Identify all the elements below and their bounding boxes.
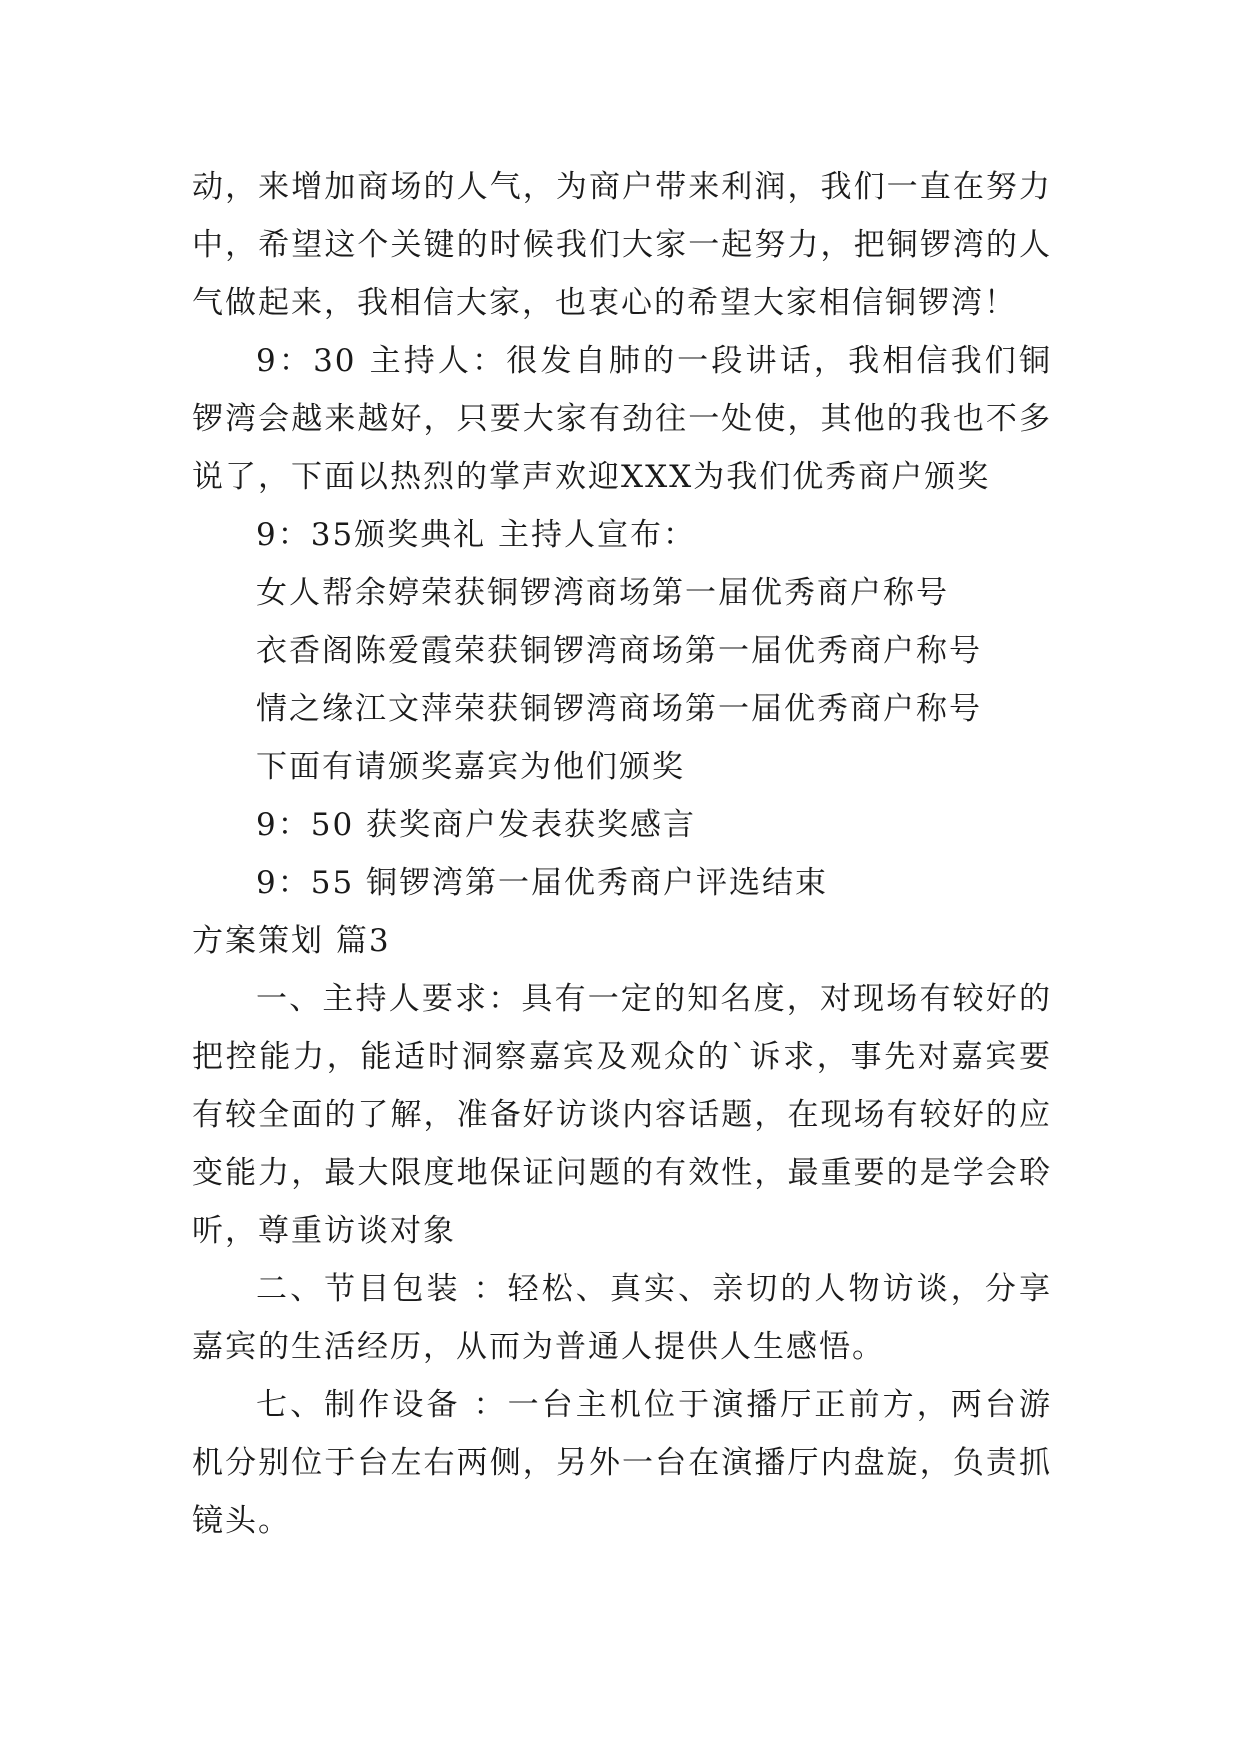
schedule-line-955: 9：55 铜锣湾第一届优秀商户评选结束 [256, 865, 829, 901]
schedule-line-950: 9：50 获奖商户发表获奖感言 [256, 807, 697, 843]
award-line-1: 女人帮余婷荣获铜锣湾商场第一届优秀商户称号 [256, 575, 949, 611]
award-presenter-line: 下面有请颁奖嘉宾为他们颁奖 [256, 749, 685, 785]
award-line-3: 情之缘江文萍荣获铜锣湾商场第一届优秀商户称号 [256, 691, 982, 727]
paragraph-host-requirements: 一、主持人要求：具有一定的知名度，对现场有较好的把控能力，能适时洞察嘉宾及观众的`诉求，事先对嘉宾要有较全面的了解，准备好访谈内容话题，在现场有较好的应变能力，最大限度地保证问题的有效性，最重要的是学会聆听，尊重访谈对象 [192, 981, 1052, 1249]
paragraph-award-ceremony: 9：35颁奖典礼 主持人宣布： [256, 517, 697, 553]
paragraph-host-speech: 9：30 主持人：很发自肺的一段讲话，我相信我们铜锣湾会越来越好，只要大家有劲往一处使，其他的我也不多说了，下面以热烈的掌声欢迎XXX为我们优秀商户颁奖 [192, 343, 1052, 495]
award-line-2: 衣香阁陈爱霞荣获铜锣湾商场第一届优秀商户称号 [256, 633, 982, 669]
document-body [192, 158, 1052, 1550]
paragraph-production-equipment: 七、制作设备 ：一台主机位于演播厅正前方，两台游机分别位于台左右两侧，另外一台在演播厅内盘旋，负责抓镜头。 [192, 1387, 1052, 1539]
paragraph-continuation: 动，来增加商场的人气，为商户带来利润，我们一直在努力中，希望这个关键的时候我们大家一起努力，把铜锣湾的人气做起来，我相信大家，也衷心的希望大家相信铜锣湾！ [192, 169, 1052, 321]
paragraph-program-packaging: 二、节目包装 ：轻松、真实、亲切的人物访谈，分享嘉宾的生活经历，从而为普通人提供人生感悟。 [192, 1271, 1052, 1365]
section-heading: 方案策划 篇3 [192, 923, 391, 959]
